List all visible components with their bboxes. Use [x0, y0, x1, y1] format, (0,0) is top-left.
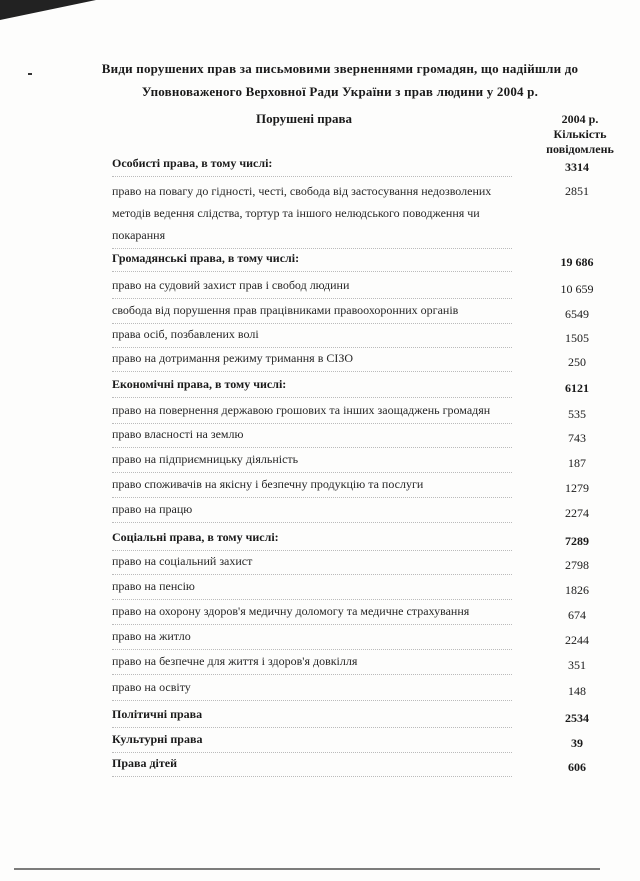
row-label: Культурні права — [112, 732, 203, 746]
document-title-line-2: Уповноваженого Верховної Ради України з прав людини у 2004 р. — [141, 84, 539, 99]
row-value: 19 686 — [560, 255, 594, 269]
row-label: свобода від порушення прав працівниками правоохоронних органів — [112, 303, 459, 317]
table-row — [112, 423, 626, 445]
row-value: 2274 — [565, 506, 589, 520]
row-value: 743 — [568, 431, 586, 445]
row-value: 7289 — [565, 534, 589, 548]
scan-speck — [28, 73, 32, 75]
row-label: право на пенсію — [112, 579, 195, 593]
row-value: 148 — [568, 684, 586, 698]
table-row — [112, 498, 626, 520]
row-label: право на соціальний захист — [112, 554, 253, 568]
row-label: право на працю — [112, 502, 193, 516]
table-row — [112, 676, 626, 698]
table-row — [112, 550, 626, 572]
row-label: Права дітей — [112, 756, 178, 770]
table-row — [112, 323, 626, 345]
table-row — [112, 625, 626, 647]
row-divider — [112, 674, 512, 675]
row-value: 1505 — [565, 331, 589, 345]
category-row — [112, 373, 626, 395]
row-divider — [112, 397, 512, 398]
scan-corner-mark — [0, 0, 96, 20]
row-value: 250 — [568, 355, 586, 369]
row-value: 187 — [568, 456, 586, 470]
row-divider — [112, 700, 512, 701]
row-label: Економічні права, в тому числі: — [112, 377, 287, 391]
row-divider — [112, 176, 512, 177]
row-value: 2851 — [565, 184, 589, 198]
table-row — [112, 347, 626, 369]
row-label: право на безпечне для життя і здоров'я довкілля — [112, 654, 358, 668]
table-row — [112, 448, 626, 470]
row-label: право споживачів на якісну і безпечну продукцію та послуги — [112, 477, 424, 491]
row-label: право на повагу до гідності, честі, свобода від застосування недозволених методів ведення слідства, тортур та іншого нелюдського поводження чи покарання — [112, 184, 492, 242]
table-row — [112, 575, 626, 597]
row-value: 39 — [571, 736, 583, 750]
row-value: 606 — [568, 760, 586, 774]
row-value: 2244 — [565, 633, 589, 647]
row-label: право на житло — [112, 629, 191, 643]
category-row — [112, 703, 626, 725]
row-label: право на повернення державою грошових та інших заощаджень громадян — [112, 403, 491, 417]
table-row — [112, 473, 626, 495]
row-value: 1279 — [565, 481, 589, 495]
row-value: 1826 — [565, 583, 589, 597]
count-column-header — [534, 112, 626, 157]
row-label: право на судовий захист прав і свобод людини — [112, 278, 350, 292]
row-divider — [112, 522, 512, 523]
row-value: 6121 — [565, 381, 589, 395]
table-row — [112, 600, 626, 622]
row-label: Політичні права — [112, 707, 203, 721]
row-value: 2534 — [565, 711, 589, 725]
row-value: 3314 — [565, 160, 589, 174]
row-label: права осіб, позбавлених волі — [112, 327, 259, 341]
category-row — [112, 728, 626, 750]
count-label: Кількість повідомлень — [546, 127, 614, 156]
row-label: Особисті права, в тому числі: — [112, 156, 273, 170]
category-row — [112, 752, 626, 774]
row-divider — [112, 371, 512, 372]
row-value: 535 — [568, 407, 586, 421]
row-divider — [112, 776, 512, 777]
row-label: право на освіту — [112, 680, 191, 694]
rights-column-header: Порушені права — [256, 111, 353, 126]
row-label: право власності на землю — [112, 427, 244, 441]
row-value: 10 659 — [560, 282, 594, 296]
row-value: 674 — [568, 608, 586, 622]
row-divider — [112, 271, 512, 272]
row-label: Соціальні права, в тому числі: — [112, 530, 279, 544]
row-label: право на охорону здоров'я медичну доломогу та медичне страхування — [112, 604, 470, 618]
page-bottom-line — [14, 868, 600, 870]
row-value: 2798 — [565, 558, 589, 572]
year-label: 2004 р. — [561, 112, 599, 126]
document-title-line-1: Види порушених прав за письмовими зверненнями громадян, що надійшли до — [101, 61, 579, 76]
table-row — [112, 180, 626, 246]
row-label: Громадянські права, в тому числі: — [112, 251, 300, 265]
row-label: право на дотримання режиму тримання в СІЗО — [112, 351, 354, 365]
row-value: 351 — [568, 658, 586, 672]
table-row — [112, 299, 626, 321]
category-row — [112, 152, 626, 174]
table-row — [112, 399, 626, 421]
category-row — [112, 526, 626, 548]
category-row — [112, 247, 626, 269]
table-row — [112, 650, 626, 672]
table-row — [112, 274, 626, 296]
row-label: право на підприємницьку діяльність — [112, 452, 299, 466]
row-value: 6549 — [565, 307, 589, 321]
